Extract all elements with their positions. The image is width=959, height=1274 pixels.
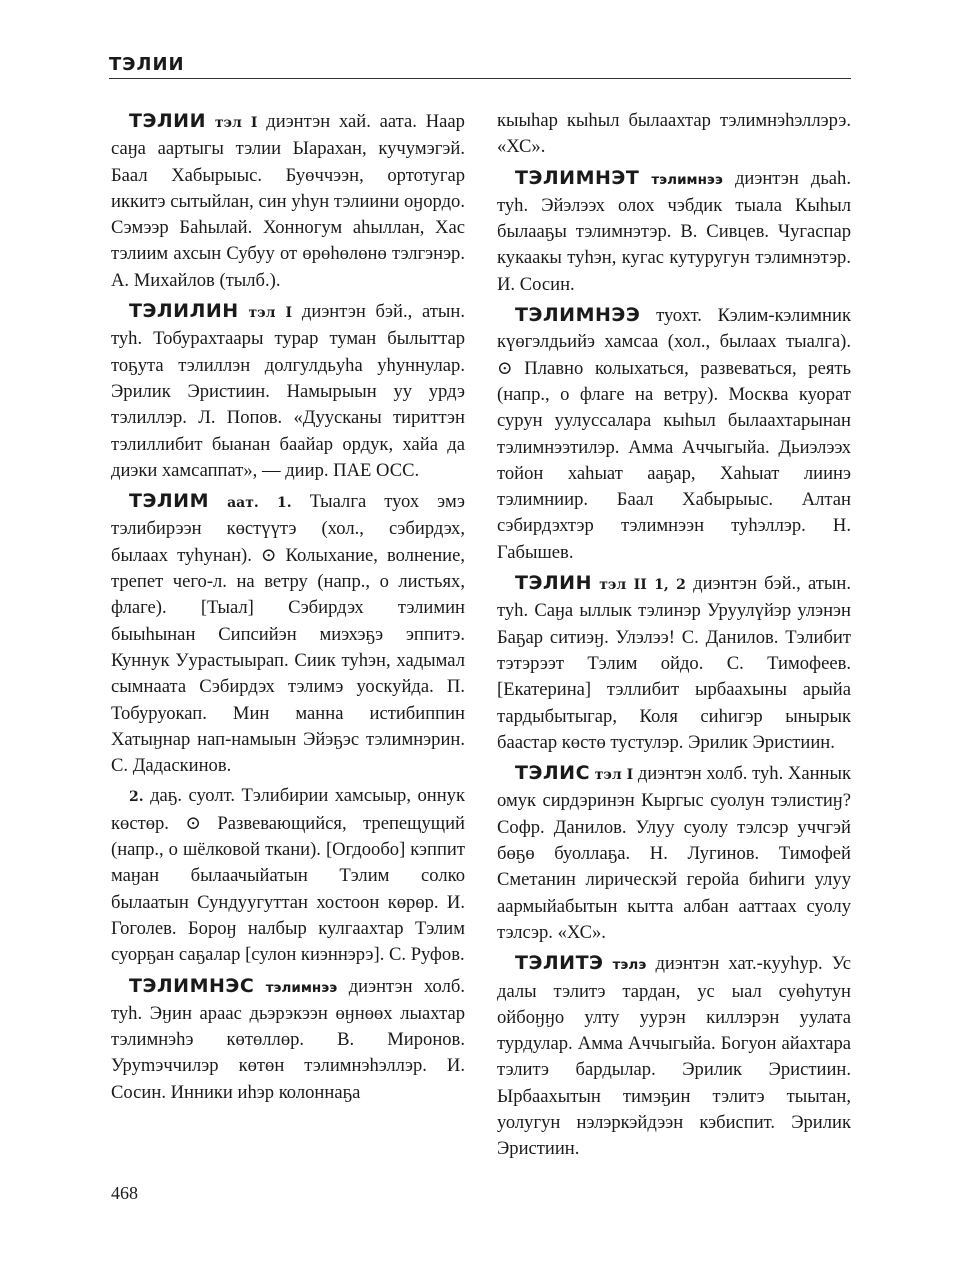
headword: ТЭЛИМ (129, 490, 209, 513)
left-column (111, 108, 465, 1106)
grammar-note: тэлимнээ (265, 979, 338, 996)
headword: ТЭЛИМНЭТ (515, 166, 640, 189)
grammar-note: тэл I (214, 115, 258, 131)
headword: ТЭЛИИ (129, 110, 206, 132)
right-column (497, 108, 851, 1163)
entry-telim (111, 488, 465, 779)
headword: ТЭЛИН (515, 572, 592, 595)
running-head: ТЭЛИИ (109, 54, 185, 75)
entry-text: диэнтэн бэй., атын. туһ. Саӈа ыллык тэлинэр Уруулүйэр улэнэн Баҕар ситиэӈ. Улэлээ! С. Данилов. Тэлибит тэтэрээт Тэлим ойдо. С. Тимофеев. [Екатерина] тэллибит ырбаахыны арыйа тардыбытыгар, Коля сиһигэр ынырык баастар көстө тустулэр. Эрилик Эристиин. (497, 573, 851, 753)
entry-telin (497, 570, 851, 756)
entry-telimnee (497, 302, 851, 566)
headword: ТЭЛИТЭ (515, 952, 604, 975)
entry-text: диэнтэн холб. туһ. Эӈин араас дьэрэкээн өӈнөөх лыахтар тэлимнэһэ көтөллөр. В. Миронов. Уруmэччилэр көтөн тэлимнэһэллэр. И. Сосин. Инники иһэр колоннаҕа (111, 975, 465, 1103)
page-number: 468 (111, 1183, 138, 1203)
grammar-note: тэл I (248, 305, 293, 322)
entry-text: даҕ. суолт. Тэлибирии хамсыыр, оннук көстөр. ⊙ Развевающийся, трепещущий (напр., о шёлковой ткани). [Огдообо] кэппит маӈан былаачыйатын Тэлим солко былаатын Сундуугуттан хостоон көрөр. И. Гоголев. Бороӈ налбыр кулгаахтар Тэлим суорҕан саҕалар [сулон киэннэрэ]. С. Руфов. (111, 785, 465, 966)
headword: ТЭЛИС (515, 762, 591, 785)
headword: ТЭЛИМНЭС (129, 974, 255, 997)
grammar-note: аат. 1. (227, 495, 292, 512)
grammar-note: тэлэ (612, 957, 647, 974)
entry-text: туохт. Кэлим-кэлимник күөгэлдьийэ хамсаа (хол., былаах тыалга). ⊙ Плавно колыхаться, развеваться, реять (напр., о флаге на ветру). Москва куорат сурун уулуссалара кыһыл былаахтарынан тэлимнээтилэр. Амма Аччыгыйа. Дьиэлээх тойон хаһыат ааҕар, Хаһыат лиинэ тэлимниир. Баал Хабырыыс. Алтан сэбирдэхтэр тэлимнээн туһэллэр. Н. Габышев. (497, 305, 851, 563)
entry-telim-sense-2 (111, 783, 465, 968)
grammar-note: тэл II 1, 2 (599, 577, 686, 594)
headword: ТЭЛИЛИН (129, 300, 239, 323)
sense-number: 2. (129, 789, 144, 806)
entry-text: диэнтэн хай. аата. Наар саӈа аартыгы тэлии Ыарахан, кучумэгэй. Баал Хабырыыс. Буөччээн, ортотугар иккитэ сытыйлан, син уһун тэлиини оӈордо. Сэмээр Баһылай. Хонногум аһыллан, Хас тэлиим ахсын Субуу от өрөһөлөнө тэлгэнэр. А. Михайлов (тылб.). (111, 111, 465, 291)
entry-telimnet (497, 165, 851, 298)
entry-telii (111, 108, 465, 294)
entry-telilin (111, 298, 465, 484)
grammar-note: тэлимнээ (651, 171, 723, 188)
header-rule (109, 78, 851, 79)
entry-telimnes (111, 973, 465, 1106)
entry-text: диэнтэн дьаһ. туһ. Эйэлээх олох чэбдик тыала Кыһыл былааҕы тэлимнэтэр. В. Сивцев. Чугаспар кукаакы туһэн, кугас кутуругун тэлимнэтэр. И. Сосин. (497, 167, 851, 295)
entry-text: диэнтэн холб. туһ. Ханнык омук сирдэринэн Кыргыс суолун тэлистиӈ? Софр. Данилов. Улуу суолу тэлсэр уччгэй бөҕө буоллаҕа. Н. Лугинов. Тимофей Сметанин лирическэй геройа биһиги улуу аармыйабытын кытта албан ааттаах суолу тэлсэр. «ХС». (497, 763, 851, 943)
entry-telis (497, 760, 851, 946)
entry-text: диэнтэн бэй., атын. туһ. Тобурахтаары турар туман былыттар тоҕута тэлиллэн долгулдьуһа уһуннулар. Эрилик Эристиин. Намырыын уу урдэ тэлиллэр. Л. Попов. «Дуусканы тириттэн тэлиллибит быанан баайар ордук, хайа да диэки хамсаппат», — диир. ПАЕ ОСС. (111, 301, 466, 481)
entry-text: Тыалга туох эмэ тэлибирээн көстүүтэ (хол., сэбирдэх, былаах туһунан). ⊙ Колыхание, волнение, трепет чего-л. на ветру (напр., о листьях, флаге). [Тыал] Сэбирдэх тэлимин быыһынан Сипсийэн миэхэҕэ эппитэ. Куннук Уурастыырап. Сиик туһэн, хадымал сымнаата Сэбирдэх тэлимэ уоскуйда. П. Тобуруокап. Мин манна истибиппин Хатыӈнар нап-намыын Эйэҕэс тэлимнэрин. С. Дадаскинов. (111, 491, 465, 777)
grammar-note: тэл I (594, 767, 634, 784)
entry-continuation (497, 108, 851, 161)
entry-telite (497, 950, 851, 1162)
headword: ТЭЛИМНЭЭ (515, 304, 641, 327)
entry-text: кыыһар кыһыл былаахтар тэлимнэһэллэрэ. «ХС». (497, 110, 851, 158)
entry-text: диэнтэн хат.-кууһур. Ус далы тэлитэ тардан, ус ыал суөһутун ойбоӈӈо улту уурэн киллэрэн уулата турдулар. Амма Аччыгыйа. Богуон айахтара тэлитэ бардылар. Эрилик Эристиин. Ырбаахытын тимэҕин тэлитэ тыытан, уолугун нэлэркэйдээн кэбиспит. Эрилик Эристиин. (497, 953, 851, 1160)
